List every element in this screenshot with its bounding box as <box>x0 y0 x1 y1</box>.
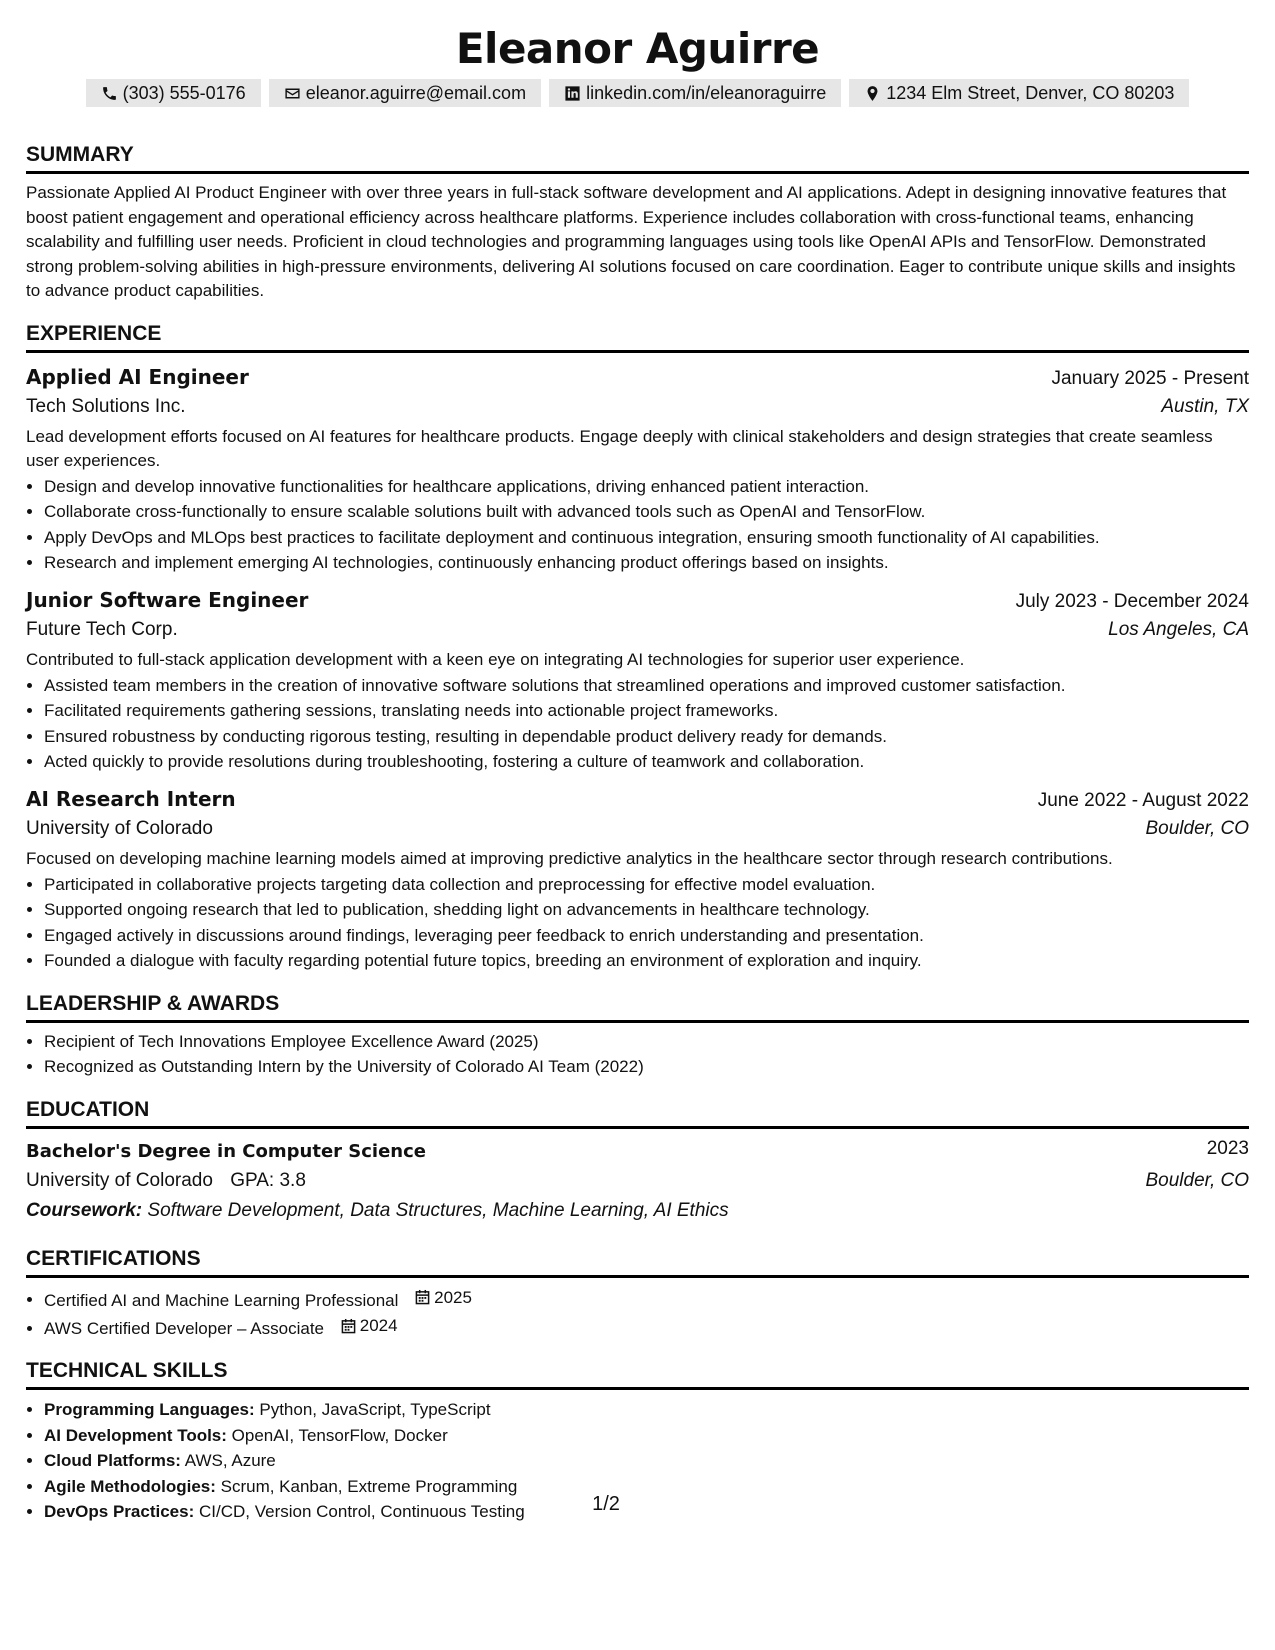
education-degree: Bachelor's Degree in Computer Science <box>26 1140 426 1162</box>
leadership-list <box>26 1029 1249 1080</box>
education-heading: EDUCATION <box>26 1098 1249 1129</box>
job-entry <box>26 784 1249 974</box>
list-item: • Assisted team members in the creation of innovative software solutions that streamlined operations and improved customer satisfaction. <box>44 673 1249 699</box>
education-gpa: GPA: 3.8 <box>230 1169 306 1191</box>
skill-value: OpenAI, TensorFlow, Docker <box>231 1425 448 1445</box>
skill-label: DevOps Practices: <box>44 1502 195 1521</box>
education-year: 2023 <box>1206 1137 1249 1159</box>
contact-phone <box>86 79 261 107</box>
list-item: • Apply DevOps and MLOps best practices to facilitate deployment and continuous integration, ensuring smooth functionality of AI capabilities. <box>44 525 1249 551</box>
list-item <box>44 1313 1249 1341</box>
list-item: • Founded a dialogue with faculty regarding potential future topics, breeding an environment of exploration and inquiry. <box>44 948 1249 974</box>
skill-label: AI Development Tools: <box>44 1425 227 1445</box>
experience-heading: EXPERIENCE <box>26 322 1249 353</box>
skill-value: CI/CD, Version Control, Continuous Testing <box>198 1502 525 1521</box>
phone-icon <box>101 85 118 102</box>
page-number: 1/2 <box>592 1493 620 1515</box>
list-item: • Engaged actively in discussions around findings, leveraging peer feedback to enrich understanding and presentation. <box>44 923 1249 949</box>
candidate-name: Eleanor Aguirre <box>455 24 820 73</box>
cert-year: 2025 <box>434 1287 472 1307</box>
list-item: • Participated in collaborative projects targeting data collection and preprocessing for effective model evaluation. <box>44 872 1249 898</box>
contact-address <box>849 79 1189 107</box>
cert-name: AWS Certified Developer – Associate <box>44 1318 324 1338</box>
job-dates: January 2025 - Present <box>1051 367 1249 389</box>
list-item <box>44 1448 1249 1474</box>
linkedin-icon <box>564 85 581 102</box>
contact-email <box>269 79 541 107</box>
job-dates: July 2023 - December 2024 <box>1015 590 1249 612</box>
job-location: Boulder, CO <box>1145 817 1249 839</box>
job-bullets <box>26 872 1249 974</box>
address-text: 1234 Elm Street, Denver, CO 80203 <box>886 82 1175 103</box>
job-bullets <box>26 474 1249 576</box>
job-company: Tech Solutions Inc. <box>26 395 186 417</box>
list-item: • Acted quickly to provide resolutions during troubleshooting, fostering a culture of teamwork and collaboration. <box>44 749 1249 775</box>
job-dates: June 2022 - August 2022 <box>1037 789 1249 811</box>
coursework-label: Coursework: <box>26 1199 143 1221</box>
list-item <box>44 1285 1249 1313</box>
certifications-list <box>26 1285 1249 1342</box>
job-company: Future Tech Corp. <box>26 618 178 640</box>
certifications-heading: CERTIFICATIONS <box>26 1247 1249 1278</box>
linkedin-text: linkedin.com/in/eleanoraguirre <box>586 82 827 103</box>
job-description: Lead development efforts focused on AI features for healthcare products. Engage deeply with clinical stakeholders and design strategies that create seamless user experiences. <box>26 426 1213 470</box>
list-item: • Design and develop innovative functionalities for healthcare applications, driving enhanced patient interaction. <box>44 474 1249 500</box>
skill-value: Python, JavaScript, TypeScript <box>259 1400 491 1419</box>
list-item: • Ensured robustness by conducting rigorous testing, resulting in dependable product delivery ready for demands. <box>44 724 1249 750</box>
calendar-icon <box>415 1289 430 1305</box>
skill-label: Agile Methodologies: <box>44 1476 216 1496</box>
cert-year: 2024 <box>359 1315 398 1335</box>
list-item: • Collaborate cross-functionally to ensure scalable solutions built with advanced tools such as OpenAI and TensorFlow. <box>44 499 1249 525</box>
job-title: Junior Software Engineer <box>26 587 309 612</box>
summary-heading: SUMMARY <box>26 143 1249 174</box>
contact-linkedin <box>549 79 841 107</box>
calendar-icon <box>341 1318 356 1334</box>
skill-label: Cloud Platforms: <box>44 1451 181 1470</box>
job-title: Applied AI Engineer <box>26 364 249 389</box>
job-title: AI Research Intern <box>26 786 236 811</box>
skills-heading: TECHNICAL SKILLS <box>26 1359 1249 1390</box>
job-entry <box>26 585 1249 775</box>
education-coursework <box>26 1195 1249 1227</box>
list-item: • Recognized as Outstanding Intern by the University of Colorado AI Team (2022) <box>44 1054 1249 1080</box>
job-location: Austin, TX <box>1161 395 1249 417</box>
skill-label: Programming Languages: <box>44 1400 255 1419</box>
location-icon <box>864 85 881 102</box>
phone-text: (303) 555-0176 <box>122 82 246 103</box>
list-item: • Supported ongoing research that led to publication, shedding light on advancements in healthcare technology. <box>44 897 1249 923</box>
list-item <box>44 1423 1249 1449</box>
education-location: Boulder, CO <box>1145 1169 1249 1191</box>
job-bullets <box>26 673 1249 775</box>
skill-value: Scrum, Kanban, Extreme Programming <box>220 1476 518 1496</box>
list-item: • Research and implement emerging AI technologies, continuously enhancing product offerings based on insights. <box>44 550 1249 576</box>
job-company: University of Colorado <box>26 817 213 839</box>
list-item <box>44 1397 1249 1423</box>
summary-text: Passionate Applied AI Product Engineer with over three years in full-stack software development and AI applications. Adept in designing innovative features that boost patient engagement and operational efficiency across healthcare platforms. Experience includes collaboration with cross-functional teams, enhancing scalability and fulfilling user needs. Proficient in cloud technologies and programming languages using tools like OpenAI APIs and TensorFlow. Demonstrated strong problem-solving abilities in high-pressure environments, delivering AI solutions focused on care coordination. Eager to contribute unique skills and insights to advance product capabilities. <box>26 183 1236 300</box>
coursework-list: Software Development, Data Structures, Machine Learning, AI Ethics <box>147 1199 729 1221</box>
list-item: • Recipient of Tech Innovations Employee Excellence Award (2025) <box>44 1029 1249 1055</box>
email-text: eleanor.aguirre@email.com <box>305 82 527 103</box>
job-description: Focused on developing machine learning models aimed at improving predictive analytics in the healthcare sector through research contributions. <box>26 848 1113 868</box>
email-icon <box>284 85 301 102</box>
education-school: University of Colorado <box>26 1169 213 1191</box>
skill-value: AWS, Azure <box>184 1451 276 1470</box>
job-location: Los Angeles, CA <box>1108 618 1249 640</box>
job-entry <box>26 362 1249 576</box>
job-description: Contributed to full-stack application development with a keen eye on integrating AI technologies for superior user experience. <box>26 649 965 669</box>
list-item: • Facilitated requirements gathering sessions, translating needs into actionable project frameworks. <box>44 698 1249 724</box>
cert-name: Certified AI and Machine Learning Professional <box>44 1290 399 1310</box>
leadership-heading: LEADERSHIP & AWARDS <box>26 992 1249 1023</box>
contact-bar <box>26 79 1249 107</box>
